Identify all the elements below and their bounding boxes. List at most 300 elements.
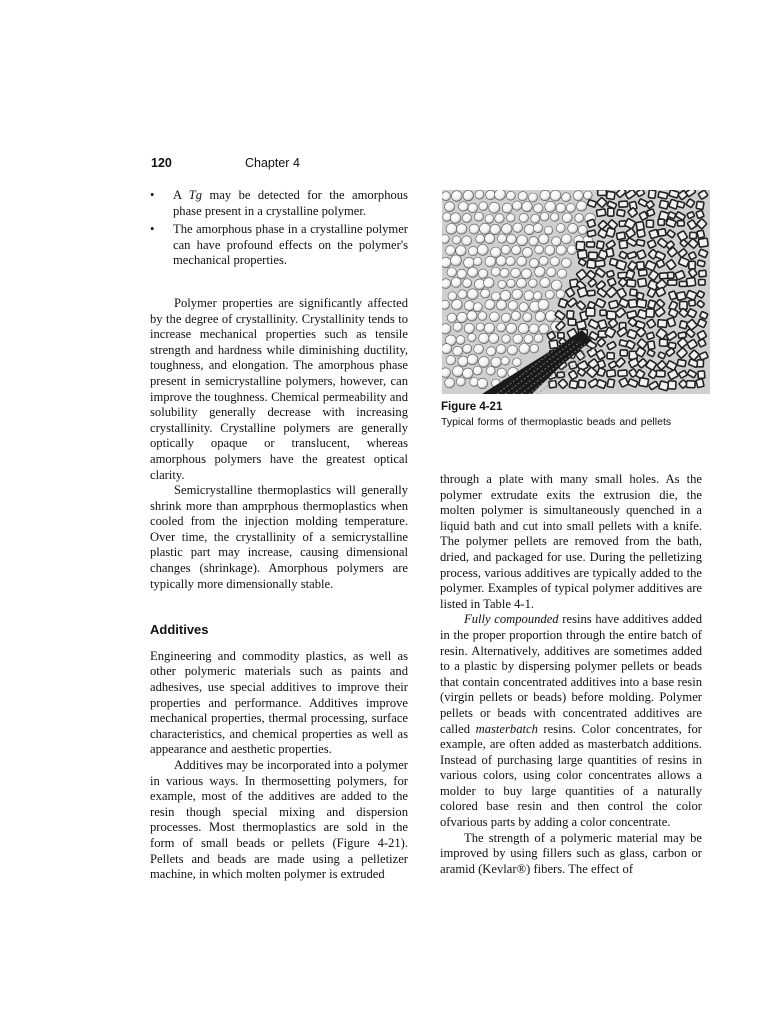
bead-mark	[456, 336, 465, 345]
bead-mark	[468, 203, 478, 213]
pellet-mark	[568, 319, 576, 325]
bead-mark	[500, 268, 509, 277]
bead-mark	[446, 355, 456, 365]
bead-mark	[480, 223, 491, 234]
bead-mark	[551, 213, 559, 221]
bead-mark	[511, 311, 520, 320]
bead-mark	[552, 237, 561, 246]
bead-mark	[478, 269, 488, 279]
pellet-mark	[648, 190, 656, 198]
pellet-mark	[576, 321, 586, 330]
pellet-mark	[658, 320, 667, 328]
pellet-mark	[646, 332, 654, 339]
bead-mark	[567, 245, 577, 255]
pellet-mark	[677, 359, 686, 366]
pellet-mark	[699, 280, 706, 286]
pellet-mark	[578, 380, 585, 388]
pellet-mark	[617, 209, 625, 216]
pellet-mark	[600, 310, 606, 316]
bead-mark	[452, 299, 463, 310]
bead-mark	[566, 203, 575, 212]
pellet-mark	[620, 350, 627, 356]
bead-mark	[447, 268, 457, 278]
bead-mark	[463, 368, 474, 379]
pellet-mark	[577, 287, 587, 297]
pellet-mark	[668, 272, 674, 278]
bead-mark	[485, 215, 494, 224]
paragraph-pelletizing: through a plate with many small holes. As the polymer extrudate exits the extrusion die, the molten polymer is simultaneously quenched in a liquid bath and cut into small pellets with a knife. The polymer pellets are removed from the bath, dried, and packaged for use. During the pelletizing process, various additives are typically added to the polymer. Examples of typical polymer additives are listed in Table 4-1.	[440, 472, 702, 611]
bullet-text: The amorphous phase in a crystalline polymer can have profound effects on the polymer's mechanical properties.	[173, 222, 408, 268]
pellet-mark	[628, 299, 637, 307]
bead-mark	[534, 334, 543, 343]
bead-mark	[529, 259, 538, 268]
right-column	[440, 472, 702, 877]
bead-mark	[491, 357, 501, 367]
pellet-mark	[630, 289, 637, 296]
bullet-text-start: A	[173, 188, 189, 202]
bead-mark	[540, 190, 550, 200]
bead-mark	[453, 346, 463, 356]
bead-mark	[524, 291, 534, 301]
bead-mark	[468, 246, 477, 255]
bullet-marker: •	[150, 188, 155, 202]
bead-mark	[464, 257, 475, 268]
bead-mark	[529, 279, 538, 288]
pellet-mark	[659, 339, 667, 346]
page-number: 120	[151, 156, 172, 170]
compounding-text: resins have additives added in the proper proportion through the entire batch of resin. Alternatively, additives are sometimes added to a plastic by dispersing polymer pellets or beads that contain concentrated additives into a base resin (virgin pellets or beads) before molding. Polymer pellets or beads with concentrated additives are called	[440, 612, 702, 736]
pellet-mark	[598, 190, 607, 196]
bead-mark	[506, 257, 515, 266]
bead-mark	[522, 269, 532, 279]
pellet-mark	[626, 270, 635, 279]
pellet-mark	[689, 300, 696, 306]
bead-mark	[474, 279, 485, 290]
pellet-mark	[597, 368, 605, 377]
bead-mark	[459, 202, 469, 212]
bead-mark	[578, 225, 587, 234]
bead-mark	[545, 201, 556, 212]
bead-mark	[539, 234, 549, 244]
bead-mark	[518, 192, 527, 201]
bead-mark	[535, 267, 545, 277]
pellet-mark	[587, 219, 596, 227]
bead-mark	[453, 236, 461, 244]
pellet-mark	[676, 292, 685, 301]
pellet-mark	[656, 259, 665, 267]
pellet-mark	[567, 311, 574, 319]
bead-mark	[513, 334, 523, 344]
figure-caption: Typical forms of thermoplastic beads and pellets	[441, 416, 672, 428]
pellet-mark	[636, 292, 643, 299]
figure-title: Figure 4-21	[441, 401, 503, 413]
bead-mark	[490, 224, 500, 234]
pellet-mark	[619, 201, 628, 207]
bead-mark	[575, 214, 584, 223]
pellet-mark	[658, 219, 664, 225]
paragraph-additives-intro: Engineering and commodity plastics, as well as other polymeric materials such as paints and adhesives, use special additives to improve their properties and performance. Additives improve mechanical properties, thermal processing, surface characteristics, and chemical properties as well as appearance and aesthetic properties.	[150, 648, 408, 757]
bead-mark	[556, 224, 565, 233]
bead-mark	[529, 237, 538, 246]
pellet-mark	[646, 220, 653, 227]
bead-mark	[562, 193, 571, 202]
bead-mark	[538, 299, 549, 310]
bead-mark	[519, 303, 528, 312]
pellet-mark	[627, 280, 636, 287]
bead-mark	[519, 344, 530, 355]
bead-mark	[529, 324, 539, 334]
bead-mark	[517, 278, 527, 288]
left-column	[150, 188, 408, 883]
bead-mark	[477, 245, 488, 256]
pellet-mark	[698, 339, 706, 347]
bead-mark	[464, 323, 474, 333]
pellet-mark	[696, 210, 704, 218]
bullet-item	[150, 188, 408, 219]
pellet-mark	[699, 270, 707, 277]
pellet-mark	[578, 250, 588, 259]
bead-mark	[562, 213, 572, 223]
pellet-mark	[659, 273, 667, 279]
pellet-mark	[668, 381, 676, 389]
pellet-mark	[639, 378, 649, 387]
bead-mark	[523, 247, 533, 257]
bead-mark	[469, 224, 479, 234]
paragraph-additives-incorporation: Additives may be incorporated into a polymer in various ways. In thermosetting polymers, for example, most of the additives are added to the resin though special mixing and dispersion processes. Most thermoplastics are sold in the form of small beads or pellets (Figure 4-21). Pellets and beads are made using a pelletizer machine, in which molten polymer is extruded	[150, 758, 408, 882]
pellet-mark	[698, 371, 705, 379]
bead-mark	[463, 344, 472, 353]
tg-symbol: Tg	[188, 188, 203, 202]
pellet-mark	[606, 228, 615, 238]
compounding-text-end: resins. Color concentrates, for example, are often added as masterbatch additions. Instead of purchasing large quantities of resins in various colors, using color concentrates allows a molder to buy large quantities of a naturally colored base resin and then control the color ofvarious parts by adding a color concentrate.	[440, 721, 702, 830]
pellet-mark	[648, 300, 656, 309]
bead-mark	[479, 357, 490, 368]
section-heading-additives: Additives	[150, 622, 209, 638]
bead-mark	[524, 224, 534, 234]
pellet-mark	[656, 370, 665, 377]
pellet-mark	[689, 261, 696, 269]
bead-mark	[456, 377, 465, 386]
bead-mark	[497, 323, 506, 332]
bead-mark	[442, 300, 450, 309]
bead-mark	[547, 268, 556, 277]
bead-mark	[513, 358, 522, 367]
bead-mark	[475, 212, 484, 221]
bead-mark	[519, 213, 528, 222]
pellet-mark	[668, 280, 677, 285]
bead-mark	[522, 202, 532, 212]
bead-mark	[458, 290, 467, 299]
pellet-mark	[696, 201, 704, 209]
bead-mark	[502, 203, 512, 213]
pellet-mark	[677, 201, 685, 208]
bead-mark	[577, 201, 587, 211]
pellet-mark	[658, 191, 668, 199]
pellet-mark	[636, 239, 644, 246]
bead-mark	[489, 202, 500, 213]
pellet-mark	[646, 309, 654, 317]
bead-mark	[512, 246, 521, 255]
bead-mark	[508, 301, 518, 311]
bead-mark	[442, 279, 451, 289]
pellet-mark	[549, 381, 557, 388]
bead-mark	[486, 190, 496, 200]
bead-mark	[562, 234, 572, 244]
pellet-mark	[558, 333, 564, 339]
bead-mark	[446, 246, 456, 256]
bead-mark	[457, 269, 467, 279]
bead-mark	[481, 289, 490, 298]
bead-mark	[457, 224, 467, 234]
pellet-mark	[587, 242, 595, 247]
bead-mark	[456, 246, 466, 256]
bead-mark	[551, 280, 562, 291]
bead-mark	[535, 245, 544, 254]
paragraph-compounding	[440, 612, 702, 830]
bead-mark	[517, 235, 528, 246]
pellet-mark	[697, 230, 705, 238]
bead-mark	[508, 345, 518, 355]
bead-mark	[507, 279, 515, 287]
bead-mark	[442, 324, 451, 334]
bead-mark	[507, 214, 515, 222]
bead-mark	[467, 354, 478, 365]
chapter-label: Chapter 4	[245, 156, 300, 170]
pellet-mark	[606, 191, 615, 199]
bead-mark	[442, 235, 449, 244]
bead-mark	[502, 335, 511, 344]
bead-mark	[464, 301, 474, 311]
bead-mark	[496, 344, 506, 354]
bead-mark	[496, 300, 506, 310]
bead-mark	[539, 324, 549, 334]
bead-mark	[453, 366, 464, 377]
bead-mark	[535, 312, 545, 322]
pellet-mark	[669, 291, 677, 300]
pellet-mark	[618, 370, 627, 376]
pellet-mark	[588, 252, 597, 259]
pellet-mark	[637, 229, 646, 237]
bead-mark	[501, 357, 509, 365]
bullet-list	[150, 188, 408, 269]
pellet-mark	[637, 262, 645, 270]
bead-mark	[468, 267, 478, 277]
bead-mark	[475, 190, 484, 199]
pellet-mark	[597, 360, 605, 368]
pellet-mark	[616, 232, 625, 240]
pellet-mark	[607, 353, 614, 359]
bead-mark	[452, 191, 463, 202]
bead-mark	[550, 190, 561, 201]
bead-mark	[496, 256, 506, 266]
bead-mark	[443, 213, 452, 222]
pellet-mark	[596, 209, 606, 217]
bullet-marker: •	[150, 222, 155, 237]
bead-mark	[442, 192, 451, 201]
pellet-mark	[686, 381, 695, 388]
figure-beads-pellets-photo	[442, 190, 710, 394]
bead-mark	[463, 191, 473, 201]
bead-mark	[524, 335, 533, 344]
bead-mark	[451, 278, 461, 288]
pellet-mark	[647, 209, 655, 216]
bead-mark	[442, 368, 451, 378]
pellet-mark	[597, 241, 605, 249]
pellet-mark	[697, 360, 703, 367]
bead-mark	[495, 214, 504, 223]
bead-mark	[448, 292, 457, 301]
pellet-mark	[667, 317, 676, 326]
bead-mark	[545, 246, 555, 256]
bead-mark	[473, 366, 482, 375]
bead-mark	[476, 323, 484, 331]
pellet-mark	[686, 278, 695, 287]
bead-mark	[476, 234, 485, 243]
bead-mark	[539, 256, 548, 265]
bead-mark	[485, 234, 495, 244]
bead-mark	[556, 203, 566, 213]
bead-mark	[573, 191, 583, 201]
bead-mark	[498, 280, 506, 288]
bead-mark	[489, 334, 499, 344]
bead-mark	[485, 256, 496, 267]
bead-mark	[507, 234, 517, 244]
bead-mark	[479, 202, 488, 211]
bead-mark	[540, 212, 549, 221]
pellet-mark	[607, 379, 615, 388]
bead-mark	[485, 300, 495, 310]
pellet-mark	[569, 380, 578, 388]
bead-mark	[558, 269, 567, 278]
bead-mark	[487, 347, 496, 356]
bead-mark	[473, 303, 482, 312]
pellet-mark	[558, 299, 567, 308]
bead-mark	[507, 191, 516, 200]
paragraph-fillers: The strength of a polymeric material may be improved by using fillers such as glass, carbon or aramid (Kevlar®) fibers. The effect of	[440, 830, 702, 876]
bead-mark	[450, 213, 461, 224]
bead-mark	[517, 256, 527, 266]
bead-mark	[501, 245, 510, 254]
bead-mark	[486, 366, 495, 375]
pellet-mark	[606, 370, 615, 377]
bead-mark	[518, 323, 529, 334]
bead-mark	[546, 311, 557, 322]
bead-mark	[474, 344, 484, 354]
pellet-mark	[587, 290, 595, 296]
bullet-text-end: may be detected for the amorphous phase present in a crystalline polymer.	[173, 188, 408, 218]
bead-mark	[556, 245, 566, 255]
bead-mark	[453, 322, 462, 331]
pellet-mark	[638, 278, 647, 287]
bead-mark	[501, 313, 510, 322]
bead-mark	[533, 224, 542, 233]
bead-mark	[463, 279, 472, 288]
pellet-mark	[587, 260, 596, 269]
pellet-mark	[659, 200, 668, 209]
pellet-mark	[678, 332, 686, 338]
paragraph-shrinkage: Semicrystalline thermoplastics will generally shrink more than amprphous thermoplastics when cooled from the injection molding temperature. Over time, the crystallinity of a semicrystalline plastic part may increase, causing dimensional changes (shrinkage). Amorphous polymers are typically more dimensionally stable.	[150, 483, 408, 591]
bead-mark	[446, 224, 457, 235]
bead-mark	[562, 258, 572, 268]
pellet-mark	[609, 300, 619, 309]
bead-mark	[511, 268, 521, 278]
bead-mark	[458, 356, 468, 366]
bead-mark	[533, 292, 542, 301]
bead-mark	[478, 312, 487, 321]
bead-mark	[544, 226, 552, 234]
bead-mark	[479, 333, 489, 343]
bead-mark	[540, 278, 550, 288]
bead-mark	[529, 193, 538, 202]
bead-mark	[445, 378, 455, 388]
bead-mark	[445, 202, 455, 212]
bead-mark	[484, 323, 495, 334]
bead-mark	[468, 333, 476, 341]
pellet-mark	[607, 311, 617, 319]
pellet-mark	[616, 260, 627, 270]
bead-mark	[498, 234, 507, 243]
pellet-mark	[598, 320, 607, 330]
pellet-mark	[696, 379, 704, 388]
pellet-mark	[638, 269, 647, 276]
pellet-mark	[608, 208, 614, 216]
bead-mark	[473, 257, 482, 266]
bead-mark	[442, 257, 451, 268]
bead-mark	[568, 223, 578, 233]
bead-mark	[490, 312, 500, 322]
bead-mark	[451, 255, 462, 266]
bead-mark	[534, 204, 543, 213]
pellet-mark	[679, 281, 686, 286]
bead-mark	[467, 289, 478, 300]
paragraph-crystallinity: Polymer properties are significantly affected by the degree of crystallinity. Crystallinity tends to increase mechanical properties such as tensile strength and hardness while diminishing ductility, toughness, and elongation. The amorphous phase present in semicrystalline polymers, however, can improve the toughness. Chemical permeability and solubility generally decrease with increasing crystallinity. Crystalline polymers are generally optically opaque or translucent, whereas amorphous polymers have the greatest optical clarity.	[150, 295, 408, 482]
bead-mark	[457, 312, 467, 322]
pellet-mark	[607, 278, 616, 287]
bullet-item	[150, 222, 408, 269]
bead-mark	[484, 278, 494, 288]
bead-mark	[523, 313, 532, 322]
bead-mark	[512, 289, 522, 299]
pellet-mark	[587, 230, 596, 237]
bead-mark	[442, 344, 452, 354]
bead-mark	[477, 378, 487, 388]
bead-mark	[556, 290, 565, 299]
pellet-mark	[697, 260, 705, 267]
pellet-mark	[678, 221, 685, 226]
bead-mark	[546, 290, 555, 299]
bead-mark	[531, 214, 540, 223]
bead-mark	[462, 236, 472, 246]
pellet-mark	[595, 260, 605, 267]
bead-mark	[497, 368, 506, 377]
bead-mark	[530, 344, 539, 353]
masterbatch-term: masterbatch	[475, 721, 538, 736]
bead-mark	[584, 191, 593, 200]
pellet-mark	[698, 238, 708, 247]
bead-mark	[513, 223, 523, 233]
bead-mark	[491, 267, 500, 276]
pellet-mark	[606, 248, 614, 257]
bead-mark	[550, 257, 559, 266]
bead-mark	[502, 224, 513, 235]
pellet-mark	[606, 270, 614, 277]
bead-mark	[513, 201, 522, 210]
pellet-mark	[648, 341, 655, 350]
bead-mark	[447, 313, 457, 323]
pellet-mark	[586, 308, 595, 316]
pellet-mark	[576, 241, 585, 250]
bead-mark	[492, 292, 501, 301]
